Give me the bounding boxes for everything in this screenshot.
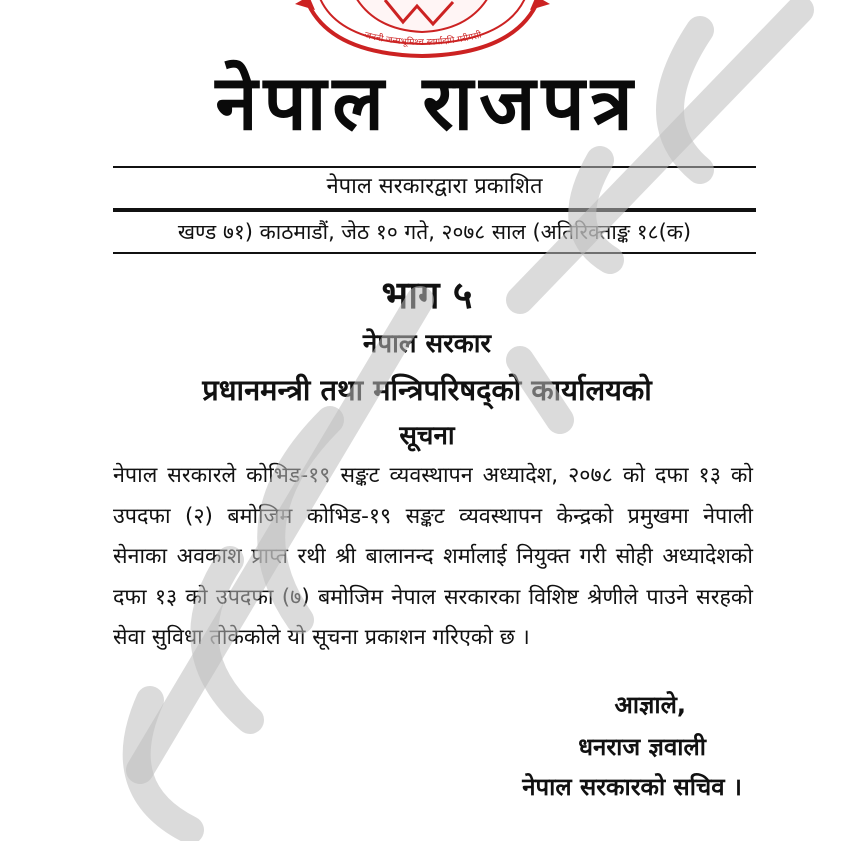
notice-title: सूचना	[399, 421, 455, 451]
part-heading: भाग ५	[381, 273, 473, 317]
government-emblem	[285, 0, 560, 60]
issue-line: खण्ड ७१) काठमाडौं, जेठ १० गते, २०७८ साल (अतिरिक्ताङ्क १८(क)	[177, 220, 692, 244]
published-by: नेपाल सरकारद्वारा प्रकाशित	[326, 174, 543, 199]
signature-order: आज्ञाले,	[614, 691, 686, 719]
bottom-rule	[113, 252, 756, 254]
masthead-title: नेपाल राजपत्र	[215, 58, 639, 147]
emblem-motto: जननी जन्मभूमिश्च स्वर्गादपि गरीयसी	[363, 30, 483, 49]
top-rule	[113, 166, 756, 168]
signature-title: नेपाल सरकारको सचिव ।	[522, 773, 742, 801]
notice-body: नेपाल सरकारले कोभिड-१९ सङ्कट व्यवस्थापन अध्यादेश, २०७८ को दफा १३ को उपदफा (२) बमोजिम कोभिड-१९ सङ्कट व्यवस्थापन केन्द्रको प्रमुखमा नेपाली सेनाका अवकाश प्राप्त रथी श्री बालानन्द शर्मालाई नियुक्त गरी सोही अध्यादेशको दफा १३ को उपदफा (७) बमोजिम नेपाल सरकारका विशिष्ट श्रेणीले पाउने सरहको सेवा सुविधा तोकेकोले यो सूचना प्रकाशन गरिएको छ ।	[113, 463, 753, 650]
signature-name: धनराज ज्ञवाली	[578, 733, 706, 761]
thick-rule	[113, 208, 756, 212]
government-heading: नेपाल सरकार	[362, 329, 492, 359]
office-heading: प्रधानमन्त्री तथा मन्त्रिपरिषद्को कार्यालयको	[202, 373, 652, 407]
